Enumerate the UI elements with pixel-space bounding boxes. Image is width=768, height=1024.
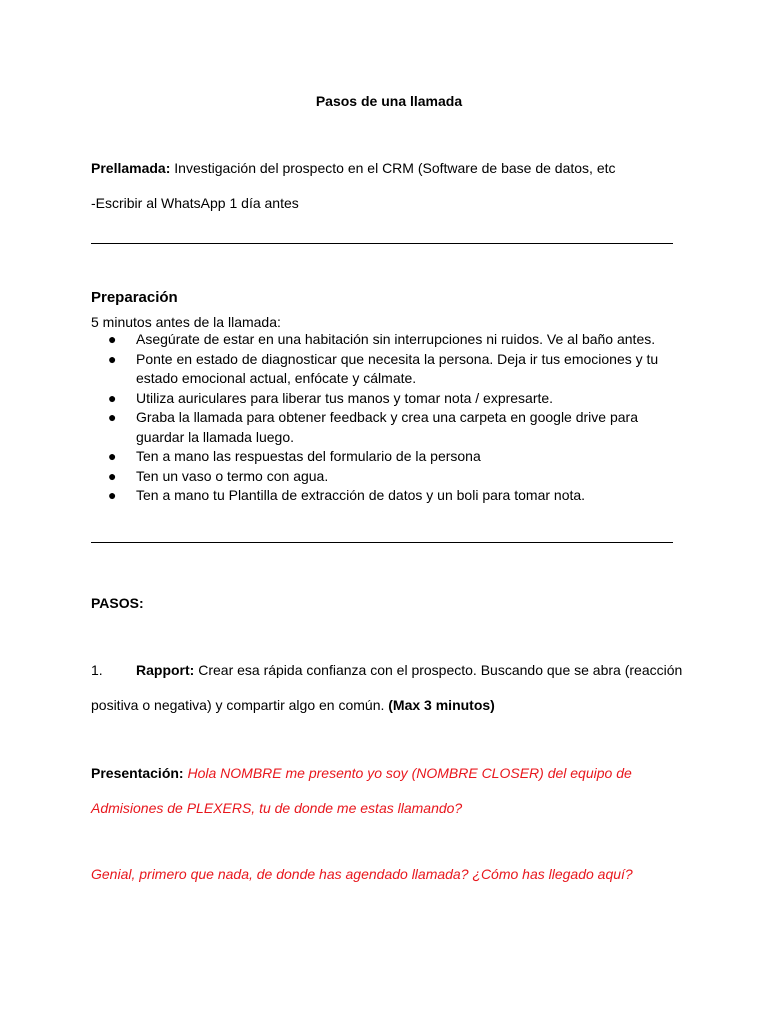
preparacion-bullet-item: [108, 350, 668, 389]
rapport-max-time: (Max 3 minutos): [388, 697, 495, 713]
preparacion-bullet-item: [108, 330, 668, 350]
bullet-dot-icon: ●: [108, 448, 117, 464]
bullet-dot-icon: ●: [108, 487, 117, 503]
page-title: Pasos de una llamada: [315, 93, 463, 109]
prellamada-label: Prellamada:: [91, 160, 171, 176]
preparacion-bullet-item: [108, 486, 668, 506]
presentacion-script-3: Genial, primero que nada, de donde has agendado llamada? ¿Cómo has llegado aquí?: [91, 866, 633, 882]
presentacion-label: Presentación:: [91, 765, 184, 781]
bullet-text: Ten un vaso o termo con agua.: [136, 467, 329, 484]
preparacion-intro: 5 minutos antes de la llamada:: [91, 314, 281, 330]
bullet-dot-icon: ●: [108, 389, 117, 406]
prellamada-text: Investigación del prospecto en el CRM (Software de base de datos, etc: [170, 160, 616, 176]
rapport-line-2: [91, 697, 495, 713]
separator-line-1: [91, 243, 673, 244]
bullet-text: Ten a mano tu Plantilla de extracción de datos y un boli para tomar nota.: [136, 487, 586, 503]
bullet-dot-icon: ●: [108, 409, 117, 425]
preparacion-bullet-item: [108, 447, 668, 467]
preparacion-bullet-list: [108, 330, 668, 506]
pasos-heading: PASOS:: [91, 595, 144, 611]
preparacion-heading: Preparación: [91, 289, 178, 306]
presentacion-script-1: Hola NOMBRE me presento yo soy (NOMBRE CLOSER) del equipo de: [183, 765, 632, 781]
bullet-dot-icon: ●: [108, 350, 117, 367]
preparacion-bullet-item: [108, 408, 668, 447]
presentacion-script-2: Admisiones de PLEXERS, tu de donde me estas llamando?: [91, 800, 463, 816]
preparacion-bullet-item: [108, 467, 668, 487]
bullet-text: Graba la llamada para obtener feedback y crea una carpeta en google drive para guardar la llamada luego.: [136, 409, 638, 445]
rapport-label: Rapport:: [136, 662, 195, 678]
rapport-number: 1.: [91, 662, 103, 678]
bullet-dot-icon: ●: [108, 467, 117, 484]
prellamada-paragraph: [91, 160, 616, 176]
bullet-text: Ten a mano las respuestas del formulario de la persona: [136, 448, 481, 464]
bullet-dot-icon: ●: [108, 331, 117, 347]
rapport-line-1: [136, 662, 682, 678]
rapport-text-1: Crear esa rápida confianza con el prospecto. Buscando que se abra (reacción: [194, 662, 683, 678]
preparacion-bullet-item: [108, 389, 668, 409]
whatsapp-note: -Escribir al WhatsApp 1 día antes: [91, 195, 299, 211]
bullet-text: Ponte en estado de diagnosticar que necesita la persona. Deja ir tus emociones y tu estado emocional actual, enfócate y cálmate.: [136, 350, 659, 386]
bullet-text: Utiliza auriculares para liberar tus manos y tomar nota / expresarte.: [136, 389, 554, 406]
separator-line-2: [91, 542, 673, 543]
rapport-text-2: positiva o negativa) y compartir algo en común.: [91, 697, 389, 713]
presentacion-line-1: [91, 765, 632, 781]
bullet-text: Asegúrate de estar en una habitación sin interrupciones ni ruidos. Ve al baño antes.: [136, 331, 656, 347]
